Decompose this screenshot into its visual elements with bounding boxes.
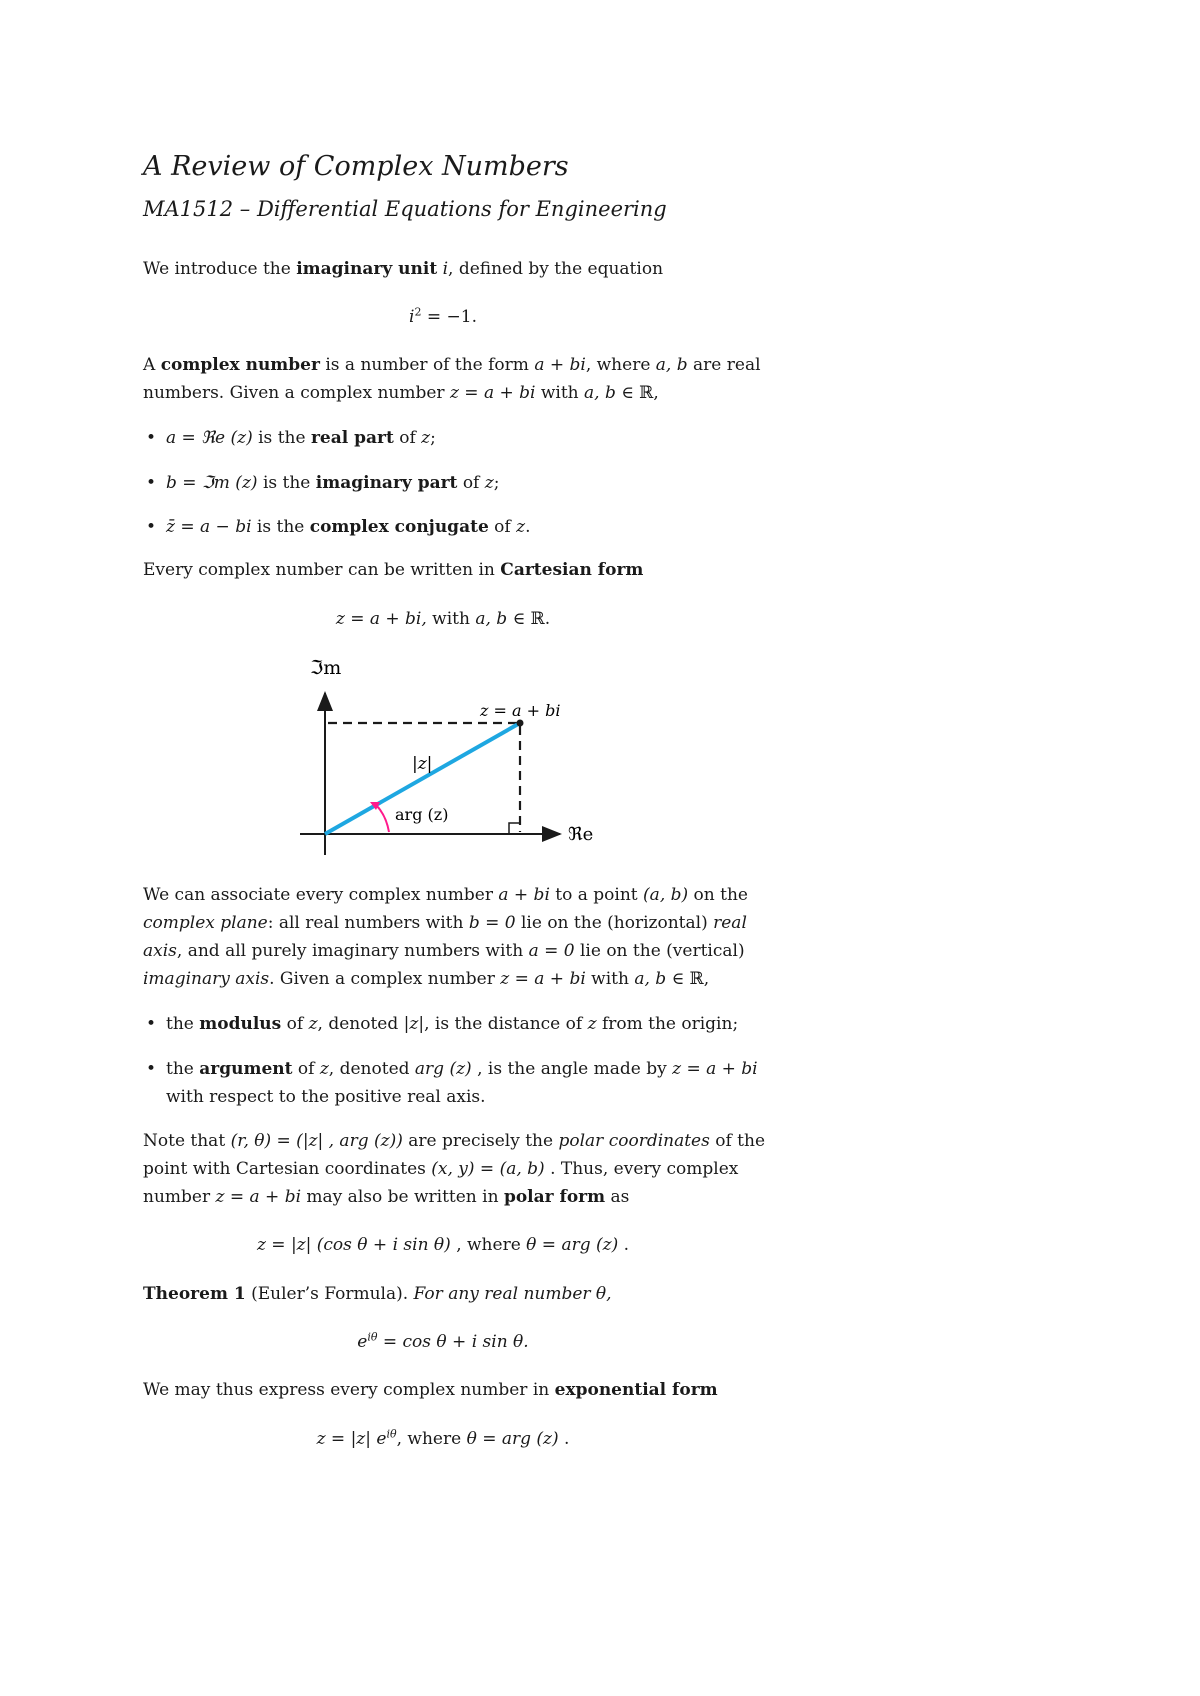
bullet-icon: • — [146, 428, 157, 448]
right-angle-marker — [509, 823, 520, 834]
term-exponential-form: exponential form — [554, 1380, 718, 1400]
term-polar-form: polar form — [503, 1187, 606, 1207]
list-item: • the argument of z, denoted arg (z) , is the angle made by z = a + bi with respect to the positive real axis. — [146, 1055, 758, 1111]
doc-title: A Review of Complex Numbers — [143, 151, 569, 182]
angle-arc — [376, 805, 389, 832]
point-z — [517, 720, 524, 727]
list-item: • the modulus of z, denoted |z|, is the distance of z from the origin; — [146, 1010, 738, 1038]
term-complex-number: complex number — [160, 355, 320, 375]
equation-cartesian: z = a + bi, with a, b ∈ ℝ. — [335, 609, 551, 629]
complex-definition: A complex number is a number of the form a + bi, where a, b are real numbers. Given a complex number z = a + bi with a, b ∈ ℝ, — [143, 355, 761, 403]
list-item: • z̄ = a − bi is the complex conjugate of z. — [146, 513, 530, 541]
arg-label: arg (z) — [395, 805, 449, 824]
bullet-icon: • — [146, 517, 157, 537]
re-axis-label: ℜe — [568, 824, 594, 845]
equation-polar: z = |z| (cos θ + i sin θ) , where θ = arg (z) . — [256, 1235, 630, 1255]
bullet-icon: • — [146, 473, 157, 493]
point-z-label: z = a + bi — [480, 701, 561, 720]
cartesian-intro: Every complex number can be written in Cartesian form — [143, 560, 644, 580]
theorem-label: Theorem 1 — [143, 1284, 246, 1304]
term-imaginary-unit: imaginary unit — [296, 259, 438, 279]
intro-paragraph: We introduce the imaginary unit i, defined by the equation — [143, 259, 664, 279]
doc-subtitle: MA1512 – Differential Equations for Engineering — [143, 197, 667, 221]
list-item: • b = ℑm (z) is the imaginary part of z; — [146, 469, 499, 497]
equation-i-squared: $i^2 = -1$. — [409, 305, 477, 327]
theorem-statement: Theorem 1 (Euler’s Formula). For any real number θ, — [143, 1284, 612, 1304]
bullet-icon: • — [146, 1014, 157, 1034]
equation-euler: $e^{i\theta} = \cos \theta + i$ sin θ. — [357, 1330, 529, 1352]
polar-paragraph: Note that (r, θ) = (|z| , arg (z)) are precisely the polar coordinates of the point with Cartesian coordinates (x, y) = (a, b) . Thus, every complex number z = a + bi may also be written in polar form as — [143, 1131, 766, 1207]
association-paragraph: We can associate every complex number a + bi to a point (a, b) on the complex plane: all real numbers with b = 0 lie on the (horizontal) real axis, and all purely imaginary numbers with a = 0 lie on the (vertical) imaginary axis. Given a complex number z = a + bi with a, b ∈ ℝ, — [143, 885, 748, 989]
modulus-label: |z| — [412, 754, 433, 774]
list-item: • a = ℜe (z) is the real part of z; — [146, 424, 436, 452]
exponential-intro: We may thus express every complex number in exponential form — [143, 1380, 718, 1400]
equation-exponential: z = |z| $e^{i\theta}$, where θ = arg (z) . — [316, 1427, 570, 1449]
im-axis-label: ℑm — [310, 657, 342, 679]
bullet-icon: • — [146, 1059, 157, 1079]
term-cartesian-form: Cartesian form — [500, 560, 644, 580]
